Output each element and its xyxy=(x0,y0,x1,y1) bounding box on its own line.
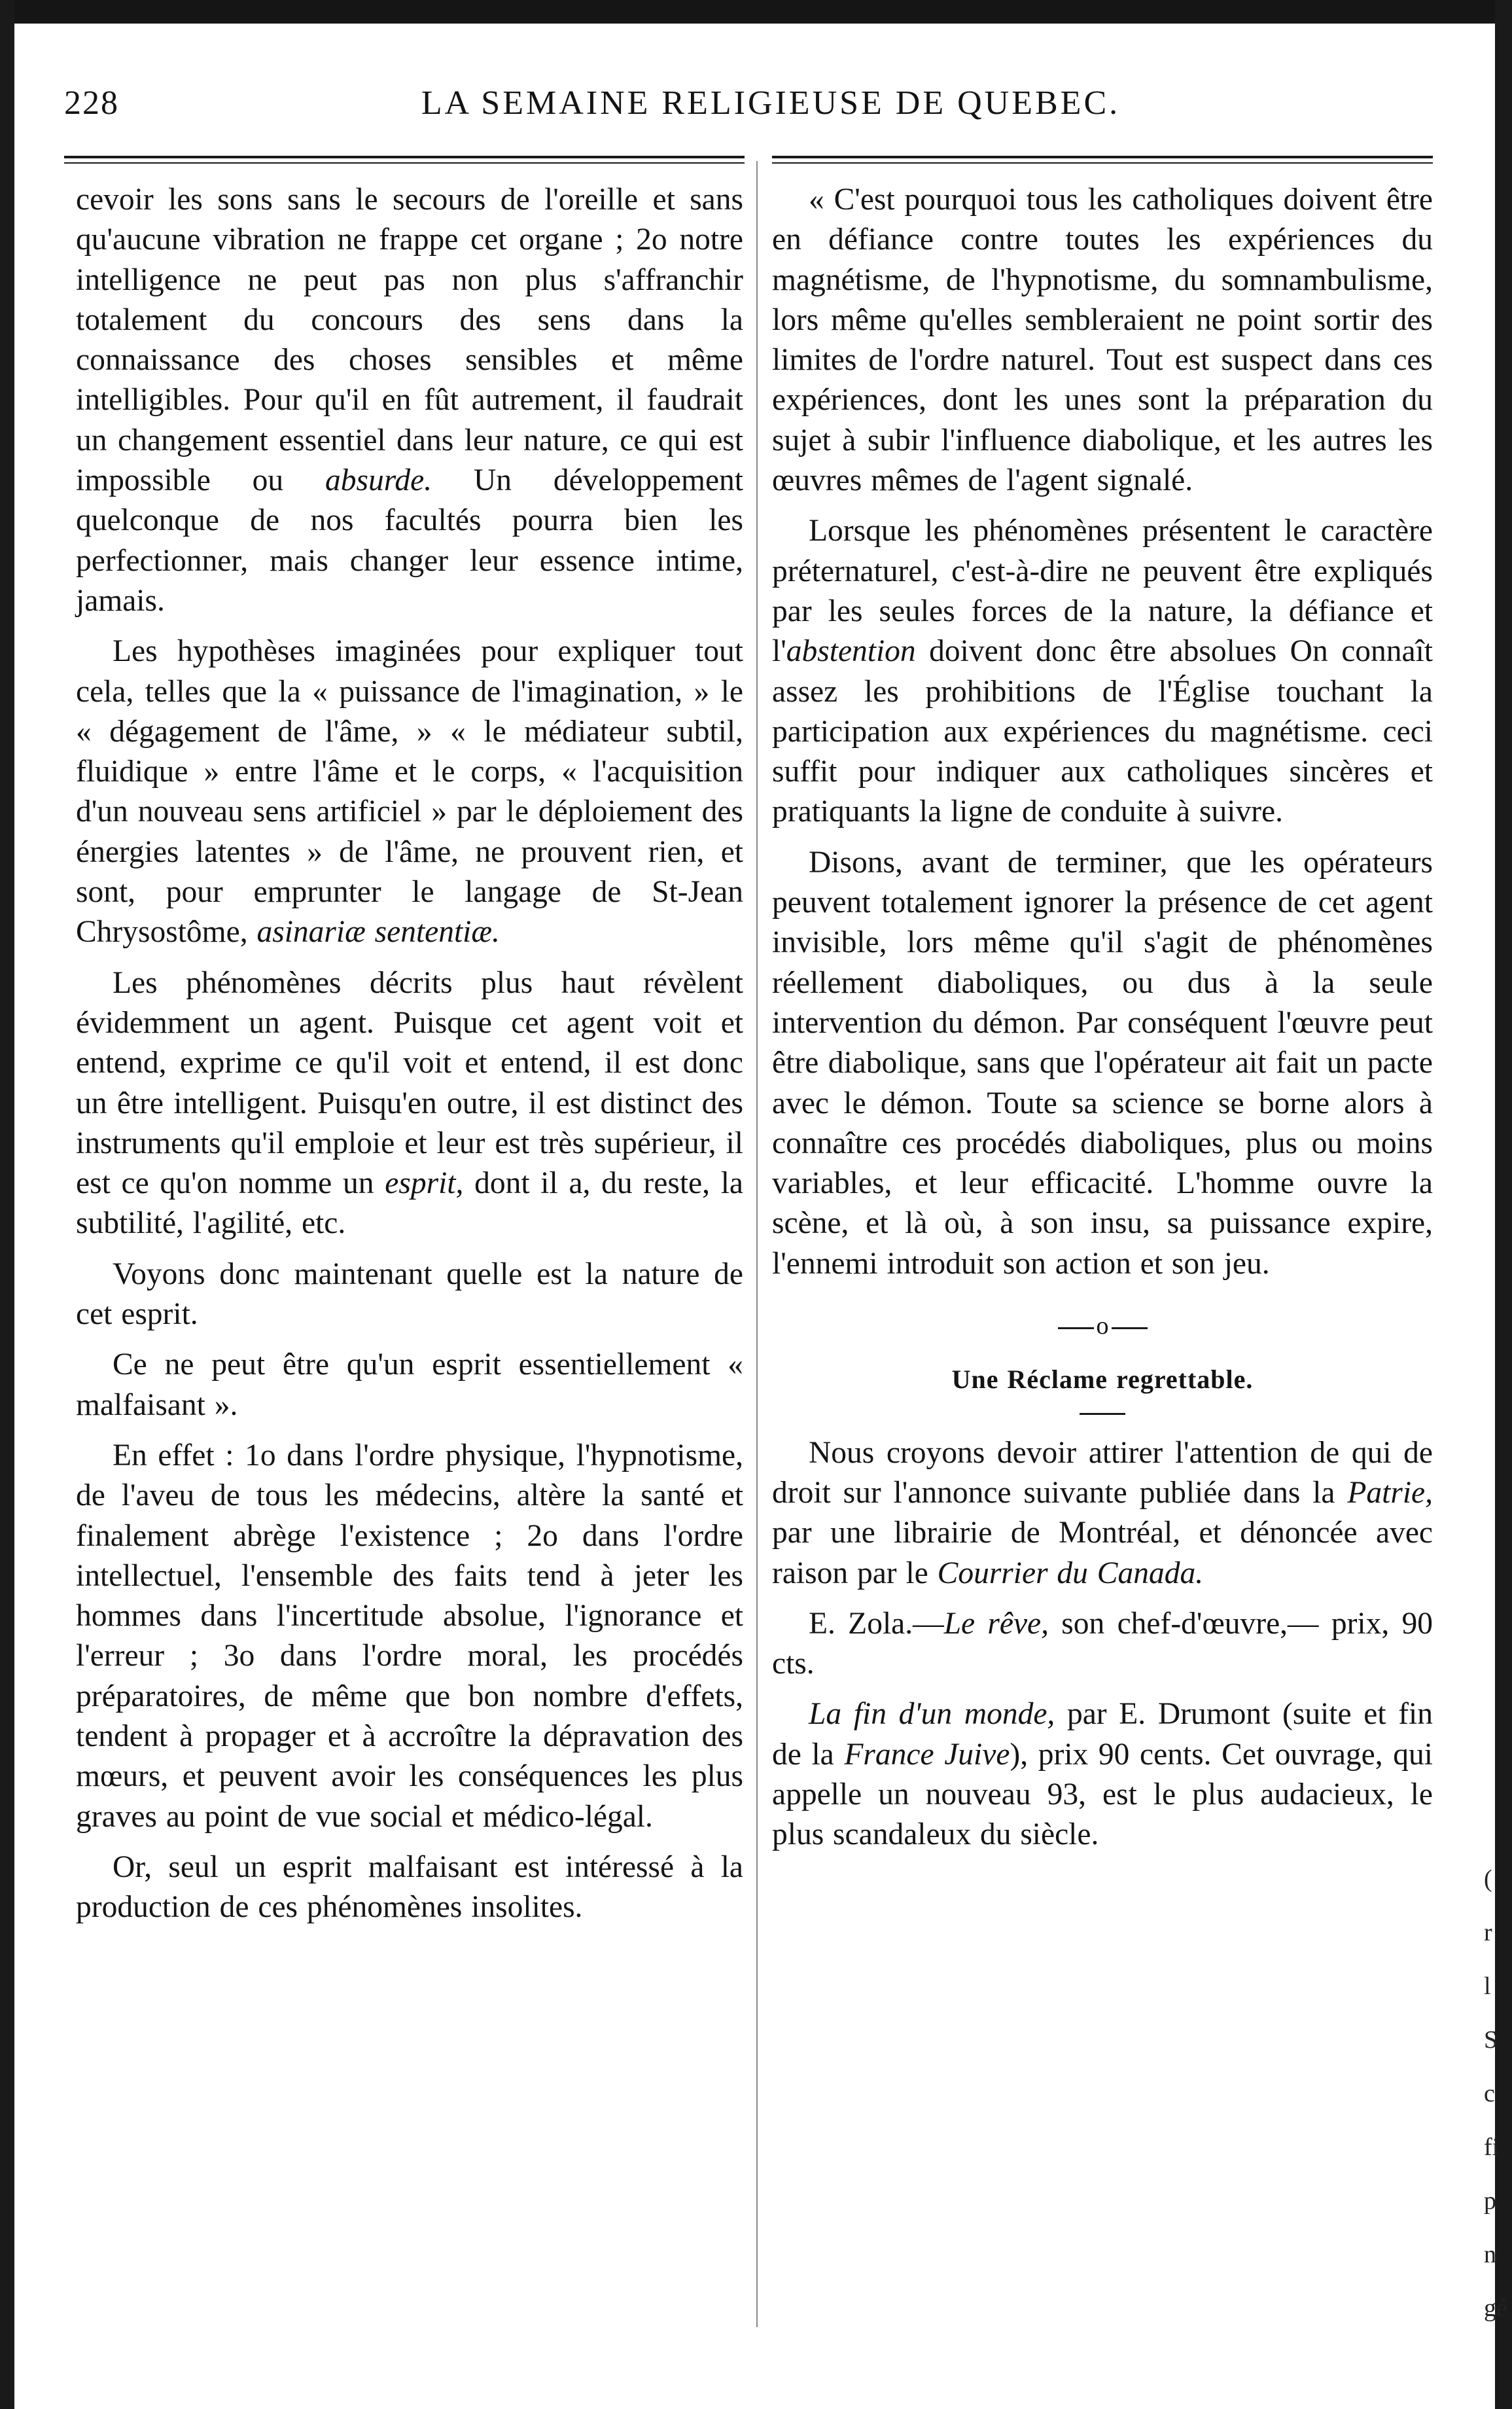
paragraph: Les phénomènes décrits plus haut révèlent évidemment un agent. Puisque cet agent voit et entend, exprime ce qu'il voit et entend, il est donc un être intelligent. Puisqu'en outre, il est distinct des instruments qu'il emploie et leur est très supérieur, il est ce qu'on nomme un esprit, dont il a, du reste, la subtilité, l'agilité, etc. xyxy=(76,965,744,1241)
heading-rule xyxy=(1080,1413,1125,1415)
paragraph: Or, seul un esprit malfaisant est intéressé à la production de ces phénomènes insolites. xyxy=(76,1849,743,1925)
paragraph: Lorsque les phénomènes présentent le caractère préternaturel, c'est-à-dire ne peuvent être expliqués par les seules forces de la nature, la défiance et l'abstention doivent donc être absolues On connaît assez les prohibitions de l'Église touchant la participation aux expériences du magnétisme. ceci suffit pour indiquer aux catholiques sincères et pratiquants la ligne de conduite à suivre. xyxy=(772,514,1433,829)
adjacent-page-fragments xyxy=(1484,1852,1507,2335)
margin-fragment: ( xyxy=(1484,1865,1492,1893)
paragraph: Les hypothèses imaginées pour expliquer tout cela, telles que la « puissance de l'imagination, » le « dégagement de l'âme, » « le médiateur subtil, fluidique » entre l'âme et le corps, « l'acquisition d'un nouveau sens artificiel » par le déploiement des énergies latentes » de l'âme, ne prouvent rien, et sont, pour emprunter le langage de St-Jean Chrysostôme, asinariæ sententiæ. xyxy=(76,634,743,950)
advertisement-entry: E. Zola.—Le rêve, son chef-d'œuvre,— prix, 90 cts. xyxy=(772,1606,1433,1681)
page-number: 228 xyxy=(64,84,119,122)
paragraph: « C'est pourquoi tous les catholiques doivent être en défiance contre toutes les expériences du magnétisme, de l'hypnotisme, du somnambulisme, lors même qu'elles sembleraient ne point sortir des limites de l'ordre naturel. Tout est suspect dans ces expériences, dont les unes sont la préparation du sujet à subir l'influence diabolique, et les autres les œuvres mêmes de l'agent signalé. xyxy=(772,183,1433,498)
column-divider xyxy=(756,161,758,2327)
margin-fragment: p xyxy=(1484,2187,1496,2215)
paragraph: Disons, avant de terminer, que les opérateurs peuvent totalement ignorer la présence de cet agent invisible, lors même qu'il s'agit de phénomènes réellement diaboliques, ou dus à la seule intervention du démon. Par conséquent l'œuvre peut être diabolique, sans que l'opérateur ait fait un pacte avec le démon. Toute sa science se borne alors à connaître ces procédés diaboliques, plus ou moins variables, et leur efficacité. L'homme ouvre la scène, et là où, à son insu, sa puissance expire, l'ennemi introduit son action et son jeu. xyxy=(772,845,1433,1281)
advertisement-entry: La fin d'un monde, par E. Drumont (suite et fin de la France Juive), prix 90 cents. Cet ouvrage, qui appelle un nouveau 93, est le plus audacieux, le plus scandaleux du siècle. xyxy=(772,1697,1433,1852)
scan-top-edge xyxy=(0,0,1512,24)
running-title: LA SEMAINE RELIGIEUSE DE QUEBEC. xyxy=(421,84,1121,122)
margin-fragment: S xyxy=(1484,2026,1498,2054)
section-heading: Une Réclame regrettable. xyxy=(951,1365,1254,1395)
margin-fragment: c xyxy=(1484,2080,1495,2107)
section-divider: o xyxy=(772,1306,1433,1346)
left-column xyxy=(76,180,743,1938)
margin-fragment: n xyxy=(1484,2241,1496,2268)
margin-fragment: r xyxy=(1484,1919,1492,1946)
right-column xyxy=(772,180,1433,1866)
paragraph: En effet : 1o dans l'ordre physique, l'hypnotisme, de l'aveu de tous les médecins, altère la santé et finalement abrège l'existence ; 2o dans l'ordre intellectuel, l'ensemble des faits tend à jeter les hommes dans l'incertitude absolue, l'ignorance et l'erreur ; 3o dans l'ordre moral, les procédés préparatoires, de même que bon nombre d'effets, tendent à propager et à accroître la dépravation des mœurs, et peuvent avoir les conséquences les plus graves au point de vue social et médico-légal. xyxy=(76,1438,743,1834)
scan-left-edge xyxy=(0,0,14,2409)
header-rule-left-thin xyxy=(64,162,745,164)
paragraph: cevoir les sons sans le secours de l'oreille et sans qu'aucune vibration ne frappe cet organe ; 2o notre intelligence ne peut pas non plus s'affranchir totalement du concours des sens dans la connaissance des choses sensibles et même intelligibles. Pour qu'il en fût autrement, il faudrait un changement essentiel dans leur nature, ce qui est impossible ou absurde. Un développement quelconque de nos facultés pourra bien les perfectionner, mais changer leur essence intime, jamais. xyxy=(76,183,743,618)
paragraph: Ce ne peut être qu'un esprit essentiellement « malfaisant ». xyxy=(76,1347,743,1422)
header-rule-right-thin xyxy=(772,162,1433,164)
header-rule-right xyxy=(772,156,1433,158)
paragraph: Voyons donc maintenant quelle est la nature de cet esprit. xyxy=(76,1257,743,1332)
margin-fragment: gé xyxy=(1484,2294,1507,2322)
page-header xyxy=(64,84,1432,136)
margin-fragment: l xyxy=(1484,1972,1491,2000)
header-rule-left xyxy=(64,156,745,158)
paragraph: Nous croyons devoir attirer l'attention de qui de droit sur l'annonce suivante publiée dans la Patrie, par une librairie de Montréal, et dénoncée avec raison par le Courrier du Canada. xyxy=(772,1435,1433,1590)
margin-fragment: fi xyxy=(1484,2133,1500,2161)
